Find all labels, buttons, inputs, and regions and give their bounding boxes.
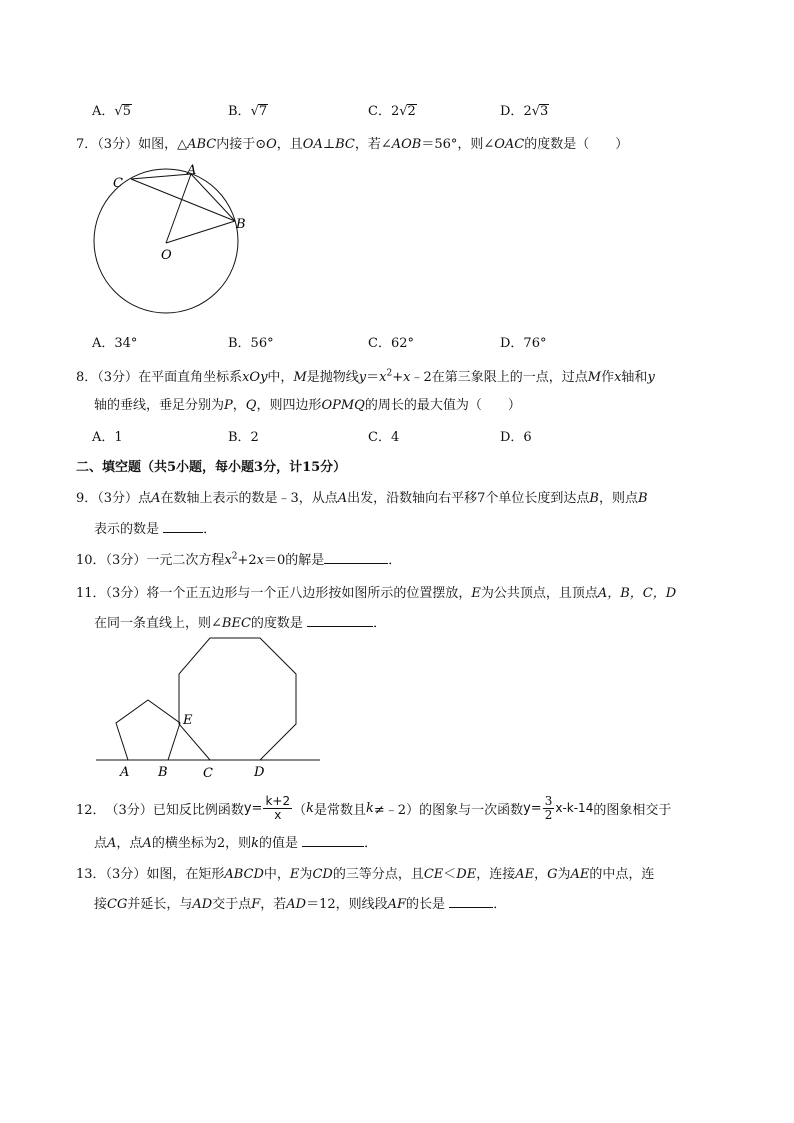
q9-number: 9．	[76, 491, 98, 506]
q13-text: 的中点，连	[589, 867, 655, 882]
q10-question	[76, 549, 401, 568]
q12-text: ≠﹣2）	[373, 802, 420, 818]
regular-octagon	[179, 638, 296, 760]
label-b: B	[236, 217, 246, 232]
q12-var: A	[107, 836, 117, 851]
q13-answer-blank[interactable]	[449, 895, 493, 908]
q8-var: x	[379, 370, 387, 385]
q10-text: ．	[388, 553, 402, 568]
q13-text: ，	[534, 867, 548, 882]
fraction-denominator: x	[274, 807, 282, 822]
q7-option-d: D．76°	[500, 336, 547, 351]
q13-question-line1	[76, 863, 654, 882]
q13-text: 为	[557, 867, 571, 882]
fraction-numerator: 3	[544, 793, 553, 808]
q13-text: 中，	[263, 867, 290, 882]
q7-question	[76, 133, 628, 152]
q6-option-c-label: C．	[368, 104, 391, 119]
q12-number: 12．	[76, 802, 106, 818]
segment-ca	[131, 174, 191, 179]
q13-var: ABCD	[224, 867, 264, 882]
q6-option-d-coef: 2	[523, 104, 532, 119]
q11-polygon-figure	[90, 634, 330, 780]
q13-text: ，若	[260, 897, 287, 912]
q9-text: ，则点	[598, 491, 638, 506]
q8-var: M	[293, 370, 307, 385]
q8-text: 是抛物线	[306, 370, 359, 385]
q7-text: 的度数是（ ）	[524, 137, 629, 152]
q13-score: （3分）	[105, 867, 147, 882]
q12-var: x-k-14	[555, 801, 594, 815]
sqrt-symbol: √	[250, 104, 259, 119]
q8-text: ，	[232, 398, 246, 413]
q7-text: 内接于⊙	[216, 137, 267, 152]
q8-var: x	[403, 370, 411, 385]
q13-text: ＜	[443, 867, 457, 882]
fraction-denominator: 2	[544, 807, 553, 822]
q10-var: x	[256, 553, 264, 568]
q10-answer-blank[interactable]	[324, 551, 388, 564]
q9-var: A	[151, 491, 161, 506]
q11-text: 为公共顶点，且顶点	[480, 586, 598, 601]
sqrt-symbol: √	[531, 104, 541, 119]
q12-answer-blank[interactable]	[302, 834, 364, 847]
q13-var: AD	[192, 897, 213, 912]
q6-option-a-label: A．	[92, 104, 115, 119]
q8-var: OPMQ	[321, 398, 365, 413]
q8-number: 8．	[76, 370, 98, 385]
q8-option-c: C．4	[368, 430, 400, 445]
q12-var: k	[306, 800, 314, 816]
q8-text: +	[392, 370, 404, 385]
q6-option-b-radical: 7	[258, 104, 268, 119]
q11-question-line1	[76, 582, 676, 601]
q11-text: 在同一条直线上，则∠	[94, 616, 222, 631]
q12-text: 的值是	[258, 836, 298, 851]
q12-text: 已知反比例函数	[152, 802, 244, 818]
q8-var: x	[614, 370, 622, 385]
q12-text: 的图象相交于	[593, 802, 672, 818]
q13-var: DE	[456, 867, 477, 882]
q11-text: 的度数是	[250, 616, 303, 631]
q9-text: 出发，沿数轴向右平移7个单位长度到达点	[347, 491, 590, 506]
section-2-title: 二、填空题（共5小题，每小题3分，计15分）	[76, 460, 347, 475]
q7-option-b: B．56°	[228, 336, 274, 351]
q12-text: 是常数且	[314, 802, 367, 818]
q7-text: ，且	[276, 137, 303, 152]
q13-var: AE	[570, 867, 590, 882]
q12-text: （	[293, 802, 307, 818]
q12-var: A	[142, 836, 152, 851]
q9-answer-blank[interactable]	[163, 520, 203, 533]
q13-text: ，连接	[476, 867, 516, 882]
q8-text: ﹣2在第三象限上的一点，过点	[410, 370, 588, 385]
q9-text: 表示的数是	[94, 522, 160, 537]
q12-var: k	[251, 836, 259, 851]
q8-text: ，则四边形	[256, 398, 322, 413]
q13-var: AD	[286, 897, 307, 912]
q8-text: 作	[601, 370, 615, 385]
q10-sup: 2	[231, 551, 238, 562]
q7-var: AOB	[391, 137, 422, 152]
q6-options	[0, 100, 794, 120]
segment-ab	[191, 174, 235, 221]
q8-option-d: D．6	[500, 430, 532, 445]
q11-question-line2	[94, 612, 386, 631]
sqrt-symbol: √	[399, 104, 408, 119]
q12-text: =	[530, 800, 542, 816]
q12-fraction-linear	[543, 795, 555, 822]
q8-text: 轴和	[621, 370, 648, 385]
q10-score: （3分）	[105, 553, 147, 568]
q7-number: 7．	[76, 137, 98, 152]
label-o: O	[161, 248, 172, 263]
q6-option-c-coef: 2	[390, 104, 400, 119]
label-e: E	[183, 713, 193, 728]
label-d: D	[254, 765, 265, 780]
q8-sup: 2	[386, 368, 393, 379]
q13-text: 的长是	[406, 897, 446, 912]
q12-text: 的图象与一次函数	[419, 802, 524, 818]
q10-text: +2	[237, 553, 257, 568]
q8-var: Q	[245, 398, 257, 413]
q8-text: 的周长的最大值为（ ）	[364, 398, 521, 413]
q12-var: k	[366, 800, 374, 816]
q7-text: ，若∠	[354, 137, 392, 152]
q13-text: 交于点	[212, 897, 252, 912]
q11-score: （3分）	[105, 586, 147, 601]
q7-option-a: A．34°	[92, 336, 138, 351]
label-c: C	[113, 176, 123, 191]
q6-option-c	[368, 100, 417, 119]
fraction-numerator: k+2	[265, 793, 291, 808]
q12-fraction-inverse	[263, 795, 292, 822]
q6-option-d	[500, 100, 549, 119]
q13-text: 并延长，与	[127, 897, 193, 912]
q9-score: （3分）	[97, 491, 139, 506]
segment-oa	[166, 174, 191, 243]
q6-option-d-label: D．	[500, 104, 524, 119]
regular-pentagon	[116, 700, 180, 760]
q9-text: ．	[203, 522, 217, 537]
q11-answer-blank[interactable]	[307, 614, 373, 627]
q13-var: CE	[423, 867, 444, 882]
q13-text: 为	[299, 867, 313, 882]
q8-text: 在平面直角坐标系	[138, 370, 243, 385]
q10-text: ＝0的解是	[263, 553, 325, 568]
q9-var: B	[589, 491, 599, 506]
q12-text: ，点	[116, 836, 143, 851]
q11-var: A，B，C，D	[597, 586, 677, 601]
q7-text: 如图，△	[138, 137, 188, 152]
q12-text: ．	[364, 836, 378, 851]
q10-var: x	[224, 553, 232, 568]
q10-text: 一元二次方程	[146, 553, 225, 568]
q12-question-line2	[94, 832, 377, 851]
q13-var: AE	[515, 867, 535, 882]
q6-option-b	[228, 100, 268, 119]
q7-var: OA⊥BC	[302, 137, 355, 152]
q10-number: 10．	[76, 553, 106, 568]
q13-var: CG	[107, 897, 128, 912]
q8-score: （3分）	[97, 370, 139, 385]
q13-var: CD	[312, 867, 333, 882]
q9-question-line2	[94, 518, 216, 537]
q8-var: P	[224, 398, 233, 413]
q12-score: （3分）	[105, 802, 153, 818]
label-c: C	[203, 766, 213, 780]
q9-var: A	[337, 491, 348, 506]
q13-text: 如图，在矩形	[146, 867, 225, 882]
q8-var: xOy	[242, 370, 268, 385]
q7-var: O	[266, 137, 277, 152]
q7-var: ABC	[187, 137, 217, 152]
label-a: A	[187, 163, 197, 178]
q9-text: 点	[138, 491, 152, 506]
q6-option-c-radical: 2	[407, 104, 416, 119]
q13-var: G	[547, 867, 558, 882]
q7-score: （3分）	[97, 137, 139, 152]
q12-text: 的横坐标为2，则	[151, 836, 252, 851]
q13-number: 13．	[76, 867, 106, 882]
q12-var: y	[243, 800, 252, 816]
q13-var: AF	[387, 897, 407, 912]
q8-text: 中，	[267, 370, 294, 385]
q7-circle-figure	[90, 160, 260, 320]
q11-var: BEC	[221, 616, 251, 631]
q7-options	[0, 332, 794, 352]
q13-var: E	[289, 867, 300, 882]
q13-var: F	[251, 897, 261, 912]
q13-question-line2	[94, 893, 506, 912]
q8-text: ＝	[366, 370, 380, 385]
q12-question-line1	[76, 791, 671, 825]
label-a: A	[120, 765, 130, 780]
q8-var: M	[587, 370, 602, 385]
q8-var: y	[358, 370, 367, 385]
q11-text: 将一个正五边形与一个正八边形按如图所示的位置摆放，	[146, 586, 472, 601]
q9-question-line1	[76, 487, 648, 506]
q6-option-d-radical: 3	[540, 104, 549, 119]
q8-option-b: B．2	[228, 430, 259, 445]
q12-text: =	[251, 800, 263, 816]
q7-option-c: C．62°	[368, 336, 414, 351]
q8-options	[0, 426, 794, 446]
q8-option-a: A．1	[92, 430, 123, 445]
q7-text: ＝56°，则∠	[421, 137, 495, 152]
q7-var: OAC	[494, 137, 525, 152]
q6-option-b-label: B．	[228, 104, 251, 119]
q11-text: ．	[373, 616, 387, 631]
q13-text: 的三等分点，且	[332, 867, 424, 882]
q8-question-line1	[76, 366, 655, 385]
q8-var: y	[647, 370, 655, 385]
q6-option-a	[92, 100, 132, 119]
q13-text: ．	[493, 897, 507, 912]
q12-text: 点	[94, 836, 108, 851]
label-b: B	[158, 765, 168, 780]
q6-option-a-radical: 5	[122, 104, 131, 119]
segment-cb	[131, 179, 235, 221]
segment-ob	[166, 221, 235, 243]
q13-text: 接	[94, 897, 108, 912]
q8-question-line2	[94, 394, 521, 413]
q8-text: 轴的垂线，垂足分别为	[94, 398, 225, 413]
q11-number: 11．	[76, 586, 106, 601]
q9-var: B	[638, 491, 648, 506]
q12-var: y	[523, 800, 531, 816]
q13-text: ＝12，则线段	[306, 897, 388, 912]
q9-text: 在数轴上表示的数是﹣3，从点	[160, 491, 338, 506]
q11-var: E	[471, 586, 481, 601]
sqrt-symbol: √	[114, 104, 123, 119]
